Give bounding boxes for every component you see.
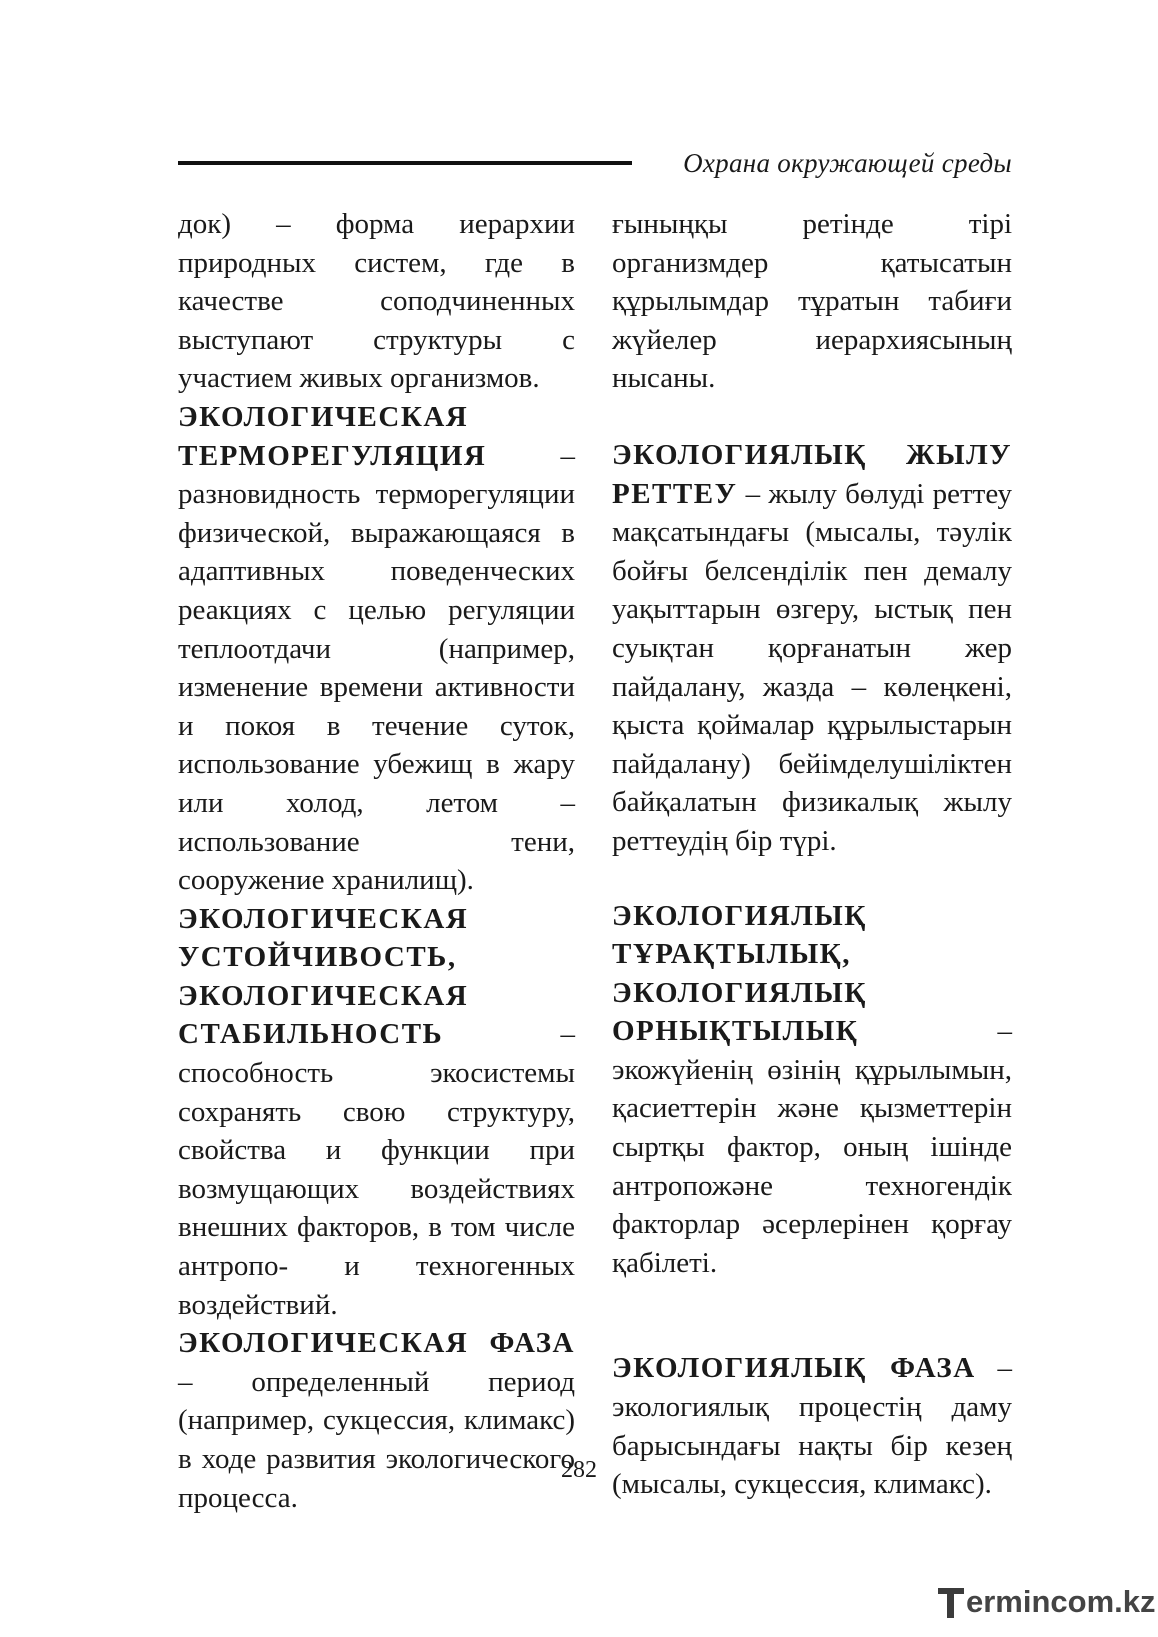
entry-ecological-thermoregulation [178,398,575,900]
header-rule [178,161,632,165]
entry-ecological-stability [178,900,575,1325]
entry-continued [178,205,575,398]
entry-term: ЭКОЛОГИЧЕСКАЯ УСТОЙЧИВОСТЬ, ЭКОЛОГИЧЕСКАЯ СТАБИЛЬНОСТЬ [178,902,469,1051]
entry-ecological-heat-regulation [612,436,1012,861]
entry-term: ЭКОЛОГИЧЕСКАЯ ТЕРМОРЕГУЛЯЦИЯ [178,400,487,472]
definition-text: – способность экосистемы сохранять свою структуру, свойства и функции при возмущающих воздействиях внешних факторов, в том числе антропо- и техногенных воздействий. [178,1018,575,1321]
entry-term: ЭКОЛОГИЯЛЫҚ ЖЫЛУ РЕТТЕУ [612,438,1012,510]
entry-continued [612,205,1012,398]
entry-term: ЭКОЛОГИЯЛЫҚ ТҰРАҚТЫЛЫҚ, ЭКОЛОГИЯЛЫҚ ОРНЫҚТЫЛЫҚ [612,899,867,1048]
entry-ecological-stability-kz [612,897,1012,1283]
entry-term: ЭКОЛОГИЧЕСКАЯ ФАЗА [178,1327,575,1360]
entry-spacer [612,861,1012,897]
running-header-title: Охрана окружающей среды [683,148,1012,178]
page-number: 282 [561,1457,597,1483]
definition-text: – жылу бөлуді реттеу мақсатындағы (мысалы, тәулік бойғы белсенділік пен демалу уақыттарын өзгеру, ыстық пен суықтан қорғанатын жер пайдалану, жазда – көлеңкені, қыста қоймалар құрылыстарын пайдалану) бейімделушіліктен байқалатын физикалық жылу реттеудің бір түрі. [612,477,1012,857]
entry-term: ЭКОЛОГИЯЛЫҚ ФАЗА [612,1352,976,1385]
watermark-text: ermincom.kz [966,1584,1156,1619]
watermark-logo [938,1584,1156,1620]
entry-spacer [612,398,1012,436]
definition-text: – экожүйенің өзінің құрылымын, қасиеттерін және қызметтерін сыртқы фактор, оның ішінде антропожәне техногендік факторлар әсерлерінен қорғау қабілеті. [612,1015,1012,1279]
definition-text: ғыныңқы ретінде тірі организмдер қатысатын құрылымдар тұратын табиғи жүйелер иерархиясының нысаны. [612,208,1012,395]
logo-t-mark [938,1586,964,1618]
left-column [178,205,575,1517]
definition-text: док) – форма иерархии природных систем, где в качестве соподчиненных выступают структуры с участием живых организмов. [178,208,575,395]
definition-text: – определенный период (например, сукцессия, климакс) в ходе развития экологического процесса. [178,1365,575,1514]
entry-spacer [612,1282,1012,1349]
entry-ecological-phase [178,1324,575,1517]
definition-text: – экологиялық процестің даму барысындағы нақты бір кезең (мысалы, сукцессия, климакс). [612,1352,1012,1501]
right-column [612,205,1012,1504]
definition-text: – разновидность терморегуляции физической, выражающаяся в адаптивных поведенческих реакциях с целью регуляции теплоотдачи (например, изменение времени активности и покоя в течение суток, использование убежищ в жару или холод, летом – использование тени, сооружение хранилищ). [178,439,575,897]
